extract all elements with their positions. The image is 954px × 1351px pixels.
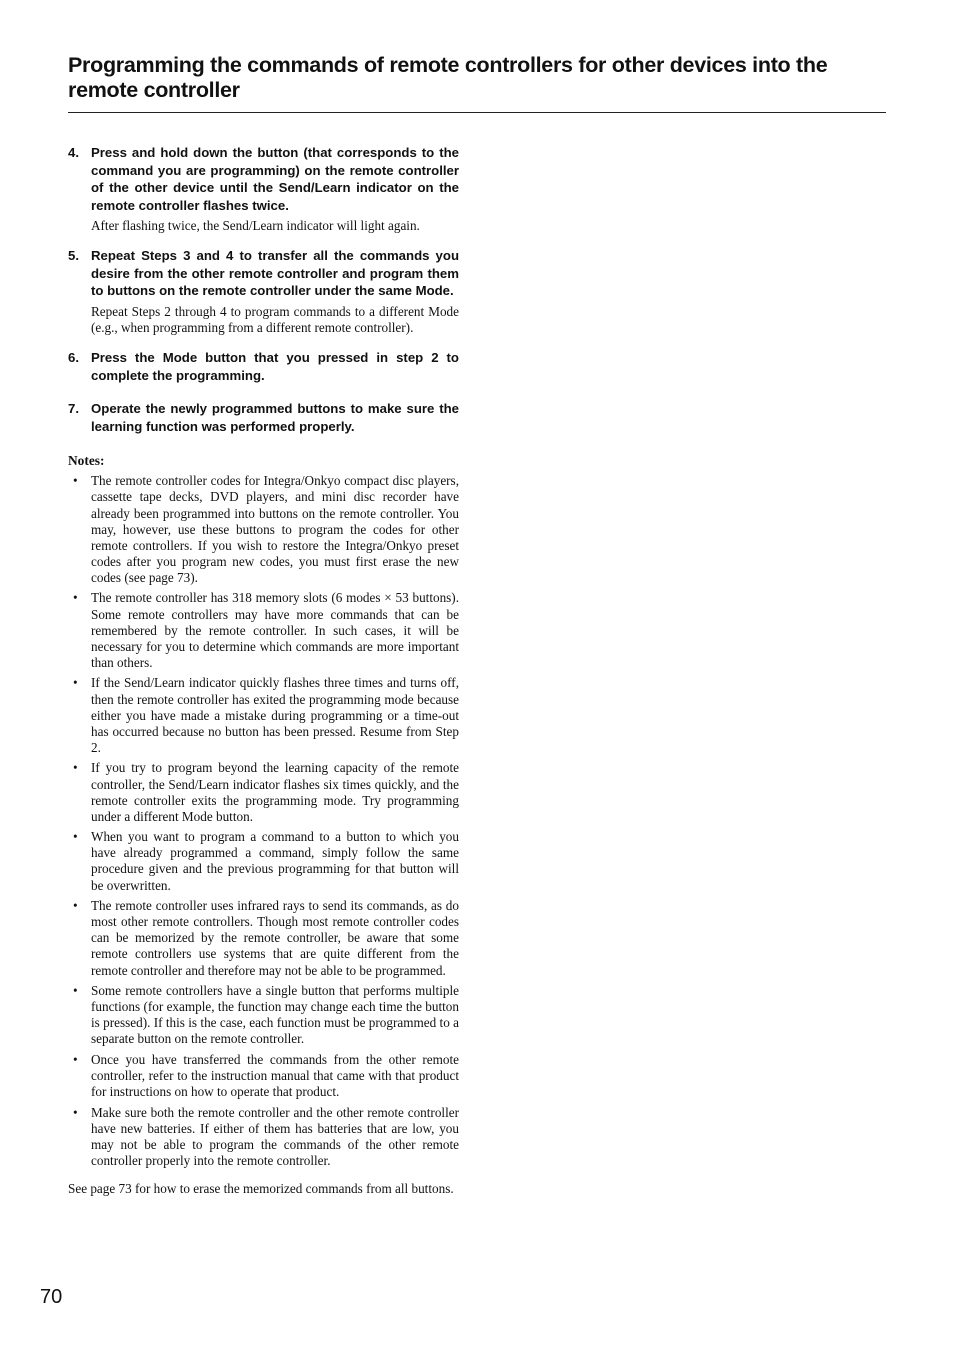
step-number: 4.	[68, 145, 79, 160]
note-text: Once you have transferred the commands from the other remote controller, refer to the instruction manual that came with that product for instructions on how to operate that product.	[91, 1052, 459, 1100]
note-item	[68, 829, 459, 893]
main-column	[68, 144, 459, 1198]
step-number: 7.	[68, 401, 79, 417]
bullet-icon: •	[73, 1104, 78, 1120]
note-item	[68, 983, 459, 1047]
step-heading: Repeat Steps 3 and 4 to transfer all the commands you desire from the other remote controller and program them to buttons on the remote controller under the same Mode.	[91, 247, 459, 299]
bullet-icon: •	[73, 898, 78, 914]
bullet-icon: •	[73, 983, 78, 999]
erase-reference-text: See page 73 for how to erase the memorized commands from all buttons.	[68, 1181, 454, 1197]
note-text: The remote controller codes for Integra/Onkyo compact disc players, cassette tape decks, DVD players, and mini disc recorder have already been programmed into buttons on the remote controller. You may, however, use these buttons to program the codes for other remote controllers. If you wish to restore the Integra/Onkyo preset codes after you program new codes, you must first erase the new codes (see page 73).	[91, 473, 459, 585]
note-item	[68, 473, 459, 586]
bullet-icon: •	[73, 473, 78, 489]
notes-list	[68, 473, 459, 1169]
step-heading: Press the Mode button that you pressed in step 2 to complete the programming.	[91, 349, 459, 383]
note-item	[68, 1052, 459, 1100]
step-5	[68, 247, 459, 337]
step-4	[68, 144, 459, 235]
page-title: Programming the commands of remote controllers for other devices into the remote controller	[68, 53, 828, 102]
bullet-icon: •	[73, 675, 78, 691]
step-description: After flashing twice, the Send/Learn indicator will light again.	[91, 218, 420, 234]
note-text: Make sure both the remote controller and the other remote controller have new batteries. If either of them has batteries that are low, you may not be able to program the commands of the other remote controller properly into the remote controller.	[91, 1104, 459, 1169]
note-text: Some remote controllers have a single button that performs multiple functions (for example, the function may change each time the button is pressed). If this is the case, each function must be programmed to a separate button on the remote controller.	[91, 983, 459, 1047]
step-description: Repeat Steps 2 through 4 to program commands to a different Mode (e.g., when programming from a different remote controller).	[91, 303, 459, 336]
bullet-icon: •	[73, 760, 78, 776]
notes-heading: Notes:	[68, 453, 105, 469]
note-text: If you try to program beyond the learning capacity of the remote controller, the Send/Learn indicator flashes six times quickly, and the remote controller exits the programming mode. Try programming under a different Mode button.	[91, 760, 459, 824]
step-6	[68, 349, 459, 384]
bullet-icon: •	[73, 1052, 78, 1067]
step-7	[68, 400, 459, 435]
page-number: 70	[40, 1286, 63, 1308]
note-text: The remote controller has 318 memory slots (6 modes × 53 buttons). Some remote controllers may have more commands that can be remembered by the remote controller. In such cases, it will be necessary for you to determine which commands are more important than others.	[91, 590, 459, 670]
note-item	[68, 590, 459, 670]
note-text: When you want to program a command to a button to which you have already programmed a command, simply follow the same procedure given and the previous programming for that button will be overwritten.	[91, 829, 459, 893]
step-number: 5.	[68, 247, 79, 263]
step-heading: Operate the newly programmed buttons to make sure the learning function was performed properly.	[91, 401, 459, 434]
bullet-icon: •	[73, 590, 78, 606]
step-number: 6.	[68, 349, 79, 365]
step-heading: Press and hold down the button (that corresponds to the command you are programming) on the remote controller of the other device until the Send/Learn indicator on the remote controller flashes twice.	[91, 145, 459, 213]
bullet-icon: •	[73, 829, 78, 845]
note-item	[68, 675, 459, 755]
note-item	[68, 898, 459, 978]
title-divider	[68, 112, 886, 113]
note-item	[68, 1105, 459, 1169]
note-text: The remote controller uses infrared rays to send its commands, as do most other remote controllers. Though most remote controller codes can be memorized by the remote controller, be aware that some remote controllers use systems that are quite different from the remote controller and therefore may not be able to be programmed.	[91, 898, 459, 978]
note-item	[68, 760, 459, 824]
note-text: If the Send/Learn indicator quickly flashes three times and turns off, then the remote controller has exited the programming mode because either you have made a mistake during programming or a time-out has occurred because no button has been pressed. Resume from Step 2.	[91, 675, 459, 755]
